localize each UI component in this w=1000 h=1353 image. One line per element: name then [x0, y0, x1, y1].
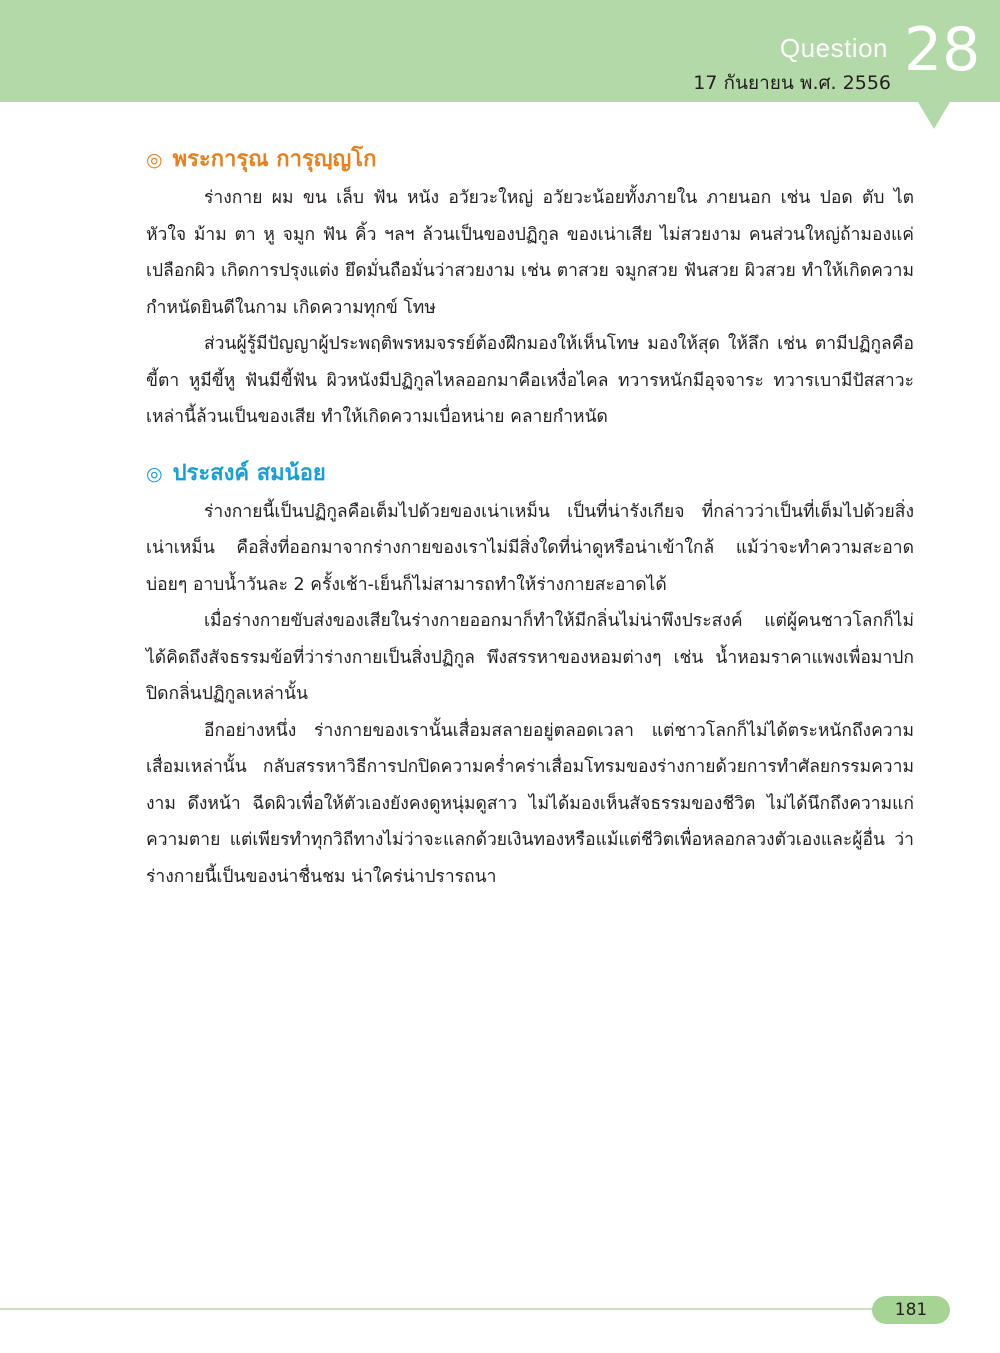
- question-date: 17 กันยายน พ.ศ. 2556: [693, 72, 891, 94]
- paragraph: อีกอย่างหนึ่ง ร่างกายของเรานั้นเสื่อมสลายอยู่ตลอดเวลา แต่ชาวโลกก็ไม่ได้ตระหนักถึงความเสื่อมเหล่านั้น กลับสรรหาวิธีการปกปิดความคร่ำคร่าเสื่อมโทรมของร่างกายด้วยการทำศัลยกรรมความงาม ดึงหน้า ฉีดผิวเพื่อให้ตัวเองยังคงดูหนุ่มดูสาว ไม่ได้มองเห็นสัจธรรมของชีวิต ไม่ได้นึกถึงความแก่ความตาย แต่เพียรทำทุกวิถีทางไม่ว่าจะแลกด้วยเงินทองหรือแม้แต่ชีวิตเพื่อหลอกลวงตัวเองและผู้อื่น ว่าร่างกายนี้เป็นของน่าชื่นชม น่าใคร่น่าปรารถนา: [146, 720, 914, 887]
- section-gap: [146, 436, 914, 454]
- section-title-somnoi: [146, 454, 914, 494]
- bullet-icon: ◎: [146, 149, 163, 171]
- paragraph: ส่วนผู้รู้มีปัญญาผู้ประพฤติพรหมจรรย์ต้องฝึกมองให้เห็นโทษ มองให้สุด ให้ลึก เช่น ตามีปฏิกูลคือขี้ตา หูมีขี้หู ฟันมีขี้ฟัน ผิวหนังมีปฏิกูลไหลออกมาคือเหงื่อไคล ทวารหนักมีอุจจาระ ทวารเบามีปัสสาวะ เหล่านี้ล้วนเป็นของเสีย ทำให้เกิดความเบื่อหน่าย คลายกำหนัด: [146, 334, 914, 427]
- section-title-text: ประสงค์ สมน้อย: [172, 460, 326, 486]
- question-number: 28: [904, 15, 981, 85]
- article-body: [146, 140, 914, 895]
- header-pointer: [918, 102, 950, 129]
- footer-divider: [0, 1308, 880, 1310]
- paragraph: ร่างกายนี้เป็นปฏิกูลคือเต็มไปด้วยของเน่าเหม็น เป็นที่น่ารังเกียจ ที่กล่าวว่าเป็นที่เต็มไปด้วยสิ่งเน่าเหม็น คือสิ่งที่ออกมาจากร่างกายของเราไม่มีสิ่งใดที่น่าดูหรือน่าเข้าใกล้ แม้ว่าจะทำความสะอาดบ่อยๆ อาบน้ำวันละ 2 ครั้งเช้า-เย็นก็ไม่สามารถทำให้ร่างกายสะอาดได้: [146, 501, 914, 595]
- section-title-karunyako: [146, 140, 914, 180]
- paragraph: เมื่อร่างกายขับส่งของเสียในร่างกายออกมาก็ทำให้มีกลิ่นไม่น่าพึงประสงค์ แต่ผู้คนชาวโลกก็ไม่ได้คิดถึงสัจธรรมข้อที่ว่าร่างกายเป็นสิ่งปฏิกูล พึงสรรหาของหอมต่างๆ เช่น น้ำหอมราคาแพงเพื่อมาปกปิดกลิ่นปฏิกูลเหล่านั้น: [146, 611, 914, 704]
- bullet-icon: ◎: [146, 462, 163, 485]
- question-label: Question: [779, 33, 888, 63]
- paragraph: ร่างกาย ผม ขน เล็บ ฟัน หนัง อวัยวะใหญ่ อวัยวะน้อยทั้งภายใน ภายนอก เช่น ปอด ตับ ไต หัวใจ ม้าม ตา หู จมูก ฟัน คิ้ว ฯลฯ ล้วนเป็นของปฏิกูล ของเน่าเสีย ไม่สวยงาม คนส่วนใหญ่ถ้ามองแค่เปลือกผิว เกิดการปรุงแต่ง ยึดมั่นถือมั่นว่าสวยงาม เช่น ตาสวย จมูกสวย ฟันสวย ผิวสวย ทำให้เกิดความกำหนัดยินดีในกาม เกิดความทุกข์ โทษ: [146, 188, 914, 318]
- page-number: 181: [872, 1296, 950, 1324]
- section-title-text: พระการุณ การุญฺญโก: [172, 147, 377, 172]
